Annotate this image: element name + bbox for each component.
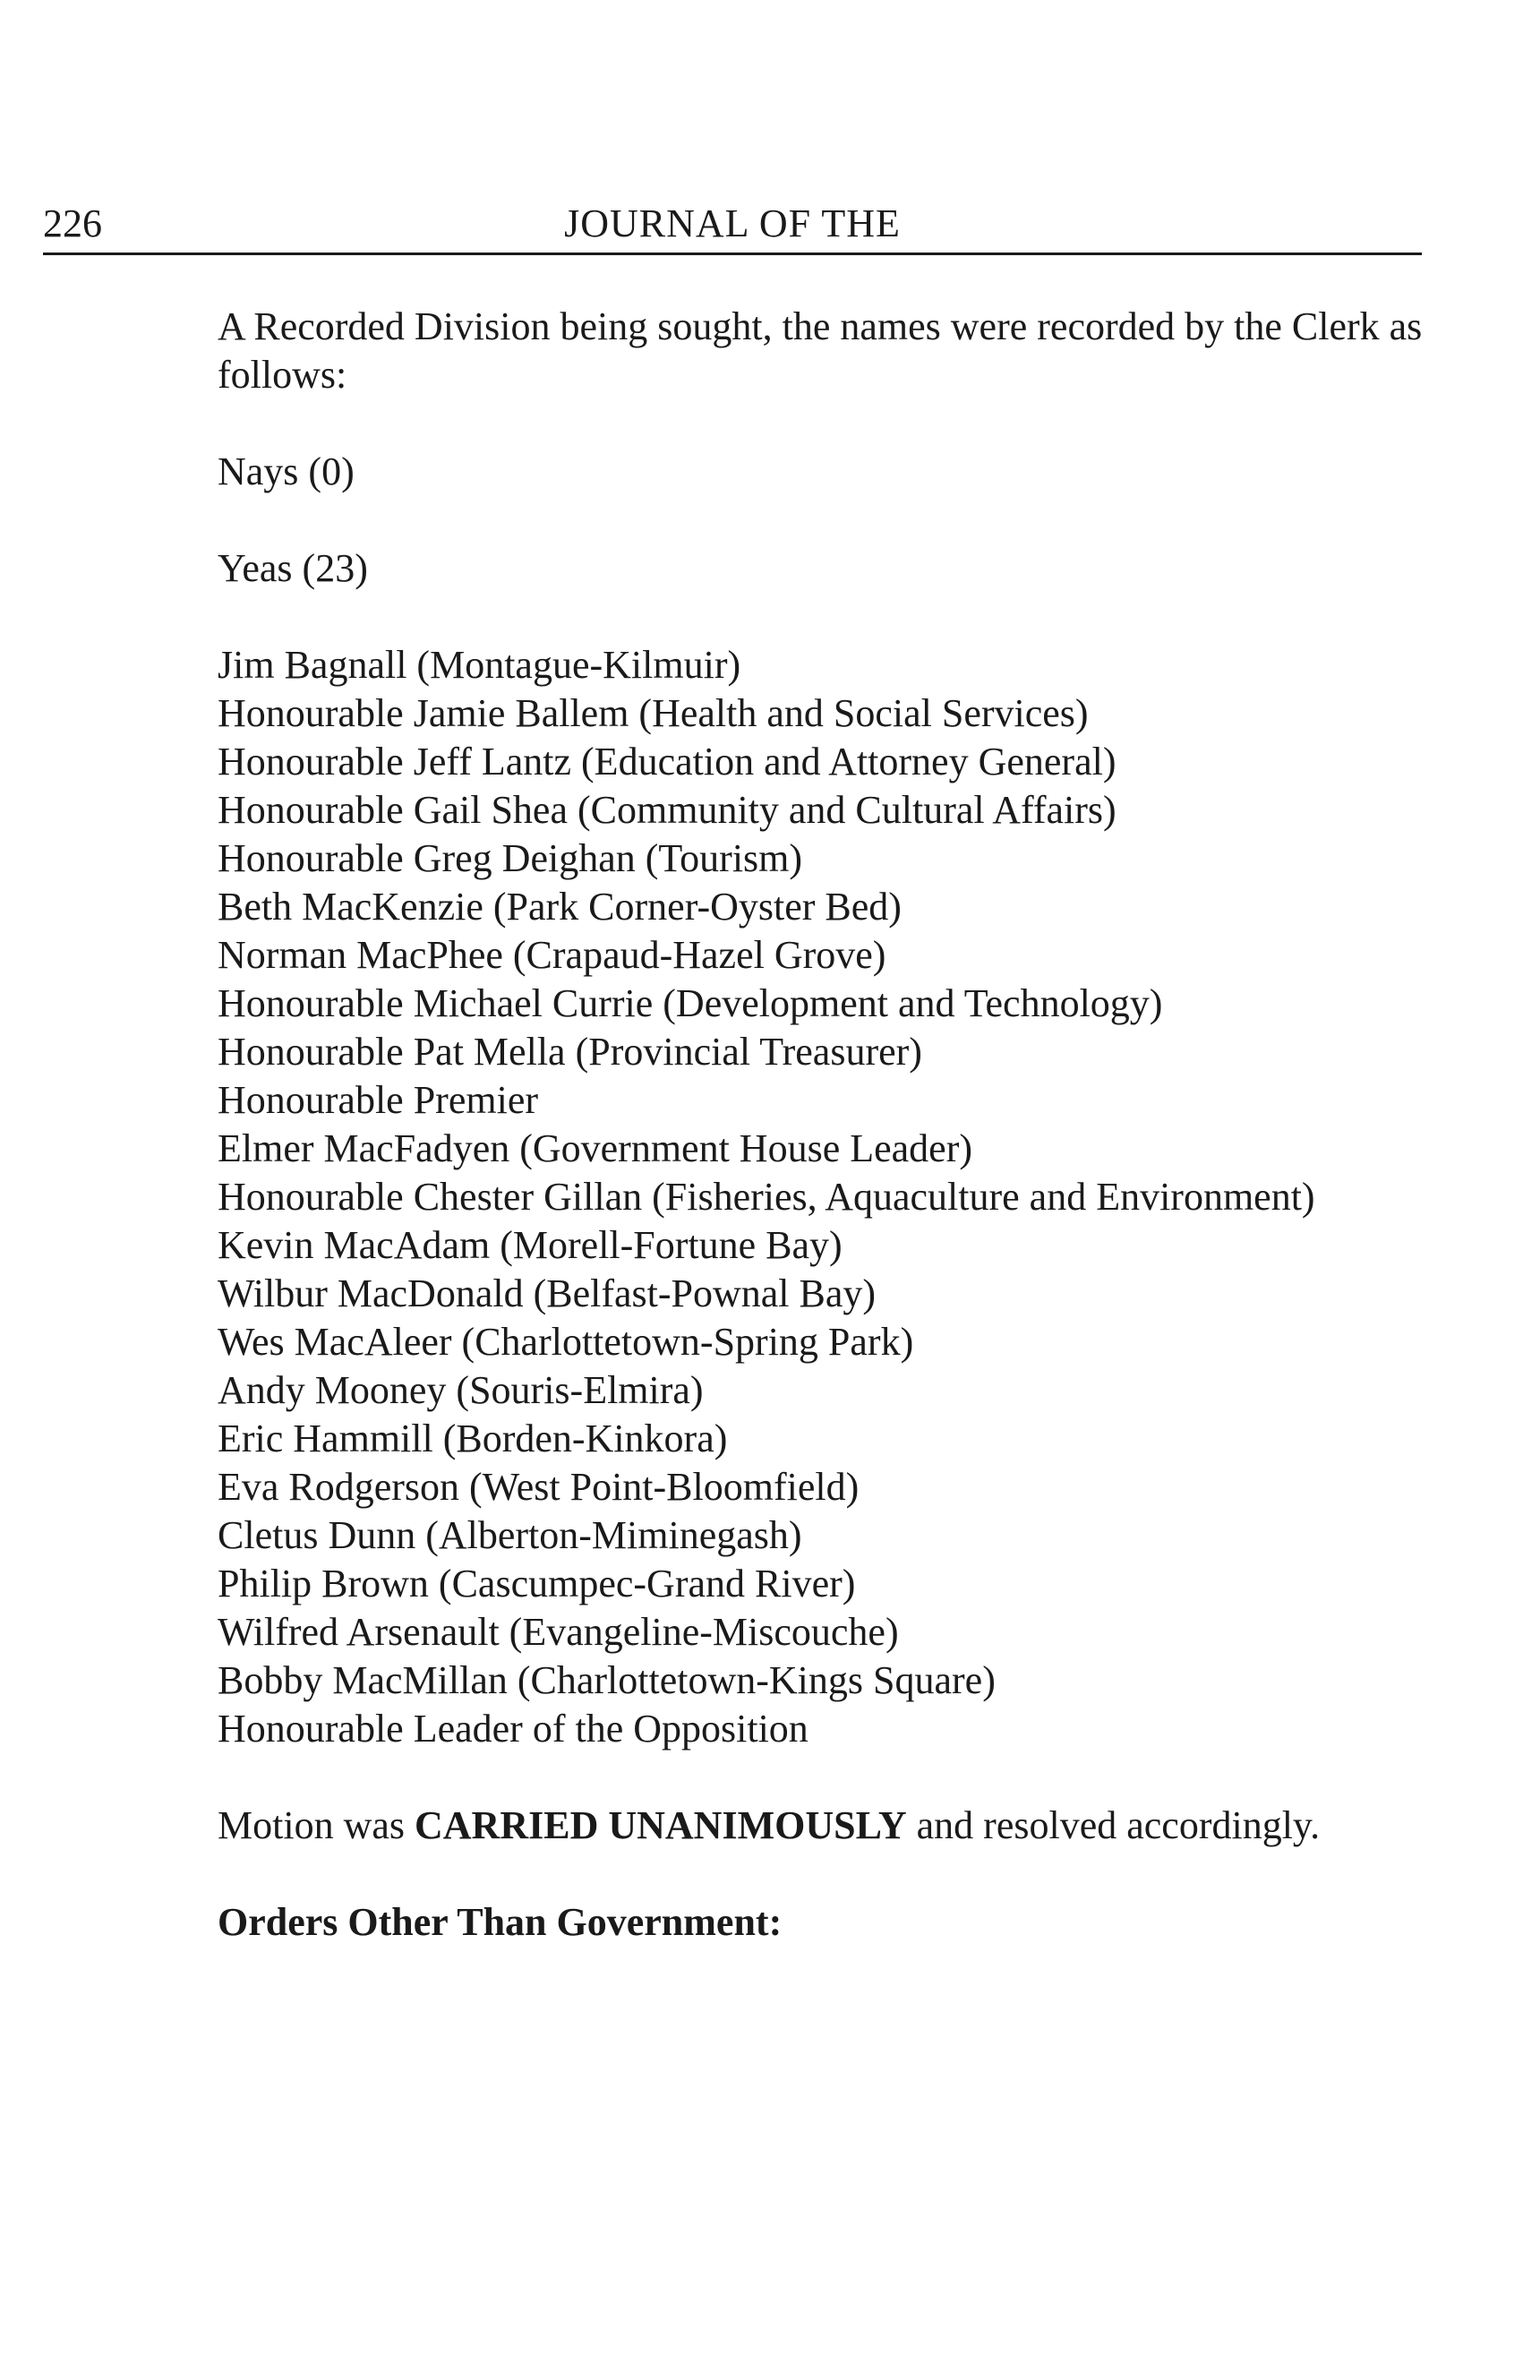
- motion-result: [218, 1802, 1435, 1850]
- list-item: Jim Bagnall (Montague-Kilmuir): [218, 643, 741, 687]
- list-item: Elmer MacFadyen (Government House Leader): [218, 1126, 973, 1170]
- list-item: Eva Rodgerson (West Point-Bloomfield): [218, 1465, 860, 1509]
- nays-count: Nays (0): [218, 449, 355, 493]
- page-number: 226: [43, 201, 102, 245]
- list-item: Andy Mooney (Souris-Elmira): [218, 1368, 704, 1412]
- list-item: Eric Hammill (Borden-Kinkora): [218, 1417, 728, 1460]
- running-title: JOURNAL OF THE: [564, 201, 901, 245]
- list-item: Bobby MacMillan (Charlottetown-Kings Square): [218, 1658, 996, 1702]
- list-item: Honourable Premier: [218, 1078, 538, 1122]
- list-item: Wes MacAleer (Charlottetown-Spring Park): [218, 1320, 914, 1364]
- page-header: [43, 199, 1422, 255]
- list-item: Beth MacKenzie (Park Corner-Oyster Bed): [218, 885, 902, 929]
- list-item: Wilfred Arsenault (Evangeline-Miscouche): [218, 1610, 899, 1654]
- list-item: Honourable Chester Gillan (Fisheries, Aquaculture and Environment): [218, 1175, 1315, 1219]
- section-heading: Orders Other Than Government:: [218, 1900, 783, 1944]
- list-item: Norman MacPhee (Crapaud-Hazel Grove): [218, 933, 886, 977]
- motion-suffix: and resolved accordingly.: [906, 1803, 1321, 1847]
- list-item: Honourable Jeff Lantz (Education and Attorney General): [218, 740, 1116, 783]
- motion-prefix: Motion was: [218, 1803, 415, 1847]
- list-item: Philip Brown (Cascumpec-Grand River): [218, 1562, 856, 1605]
- list-item: Honourable Jamie Ballem (Health and Social Services): [218, 691, 1089, 735]
- division-intro: A Recorded Division being sought, the names were recorded by the Clerk as follows:: [218, 304, 1423, 397]
- list-item: Cletus Dunn (Alberton-Miminegash): [218, 1513, 802, 1557]
- yeas-count: Yeas (23): [218, 546, 368, 590]
- list-item: Honourable Pat Mella (Provincial Treasurer): [218, 1030, 922, 1074]
- list-item: Honourable Greg Deighan (Tourism): [218, 836, 803, 880]
- list-item: Honourable Michael Currie (Development and Technology): [218, 981, 1163, 1025]
- list-item: Honourable Gail Shea (Community and Cultural Affairs): [218, 788, 1116, 832]
- yeas-list: [218, 641, 1435, 1753]
- motion-outcome: CARRIED UNANIMOUSLY: [415, 1803, 907, 1847]
- list-item: Wilbur MacDonald (Belfast-Pownal Bay): [218, 1271, 877, 1315]
- journal-body: [218, 303, 1435, 1947]
- list-item: Kevin MacAdam (Morell-Fortune Bay): [218, 1223, 843, 1267]
- list-item: Honourable Leader of the Opposition: [218, 1707, 808, 1751]
